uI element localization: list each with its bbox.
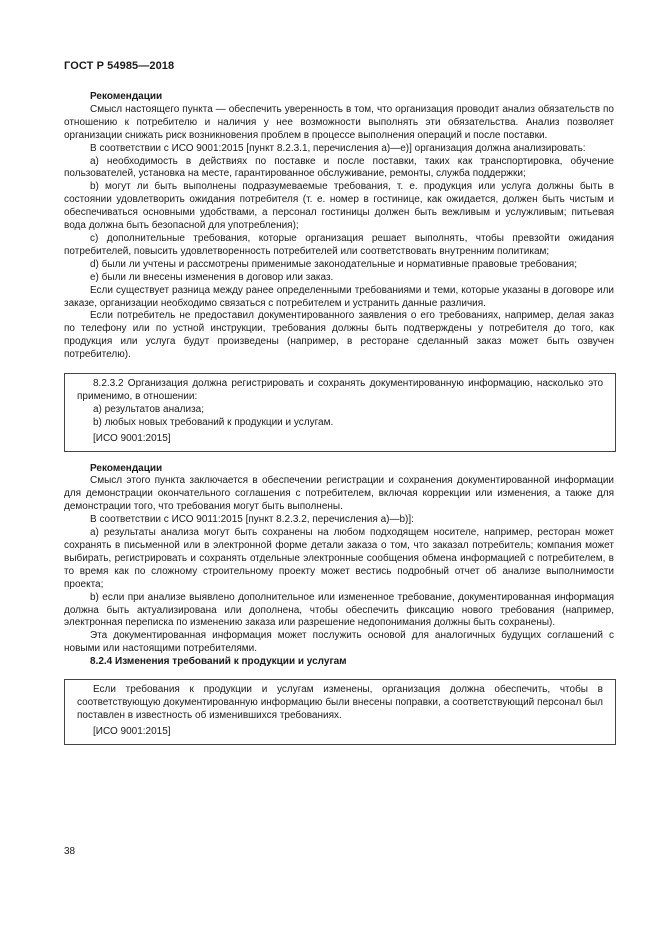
paragraph: В соответствии с ИСО 9001:2015 [пункт 8.2.3.1, перечисления а)—е)] организация должна анализировать: [90,142,586,154]
paragraph: Смысл настоящего пункта — обеспечить уверенность в том, что организация проводит анализ обязательств по отношению к потребителю и наличия у нее возможности выполнять эти обязательства. Анализ позволяет организации снижать риск возникновения проблем в процессе выполнения операций и после поставки. [64,103,614,141]
document-header: ГОСТ Р 54985—2018 [64,60,175,72]
quote-list-item: a) результатов анализа; [93,403,205,415]
paragraph: В соответствии с ИСО 9011:2015 [пункт 8.2.3.2, перечисления а)—b)]: [90,514,414,526]
quote-source: [ИСО 9001:2015] [93,432,171,444]
list-item: a) результаты анализа могут быть сохранены на любом подходящем носителе, например, ресторан может сохранять в письменной или в электронной форме детали заказа о том, что заказал потребитель; компания может выбирать, регистрировать и сохранять отдельные электронные сообщения обмена информацией с потребителем, в то время как по сложному строительному проекту может вестись подробный отчет об анализе выполнимости проекта; [64,527,614,590]
quote-list-item: b) любых новых требований к продукции и услугам. [93,416,334,428]
section-heading: Рекомендации [90,91,163,102]
paragraph: Если потребитель не предоставил документированного заявления о его требованиях, например, делая заказ по телефону или по устной инструкции, требования должны быть подтверждены у потребителя до того, как продукция или услуга будут произведены (например, в ресторане сделанный заказ может быть озвучен потребителю). [64,310,614,361]
list-item: e) были ли внесены изменения в договор или заказ. [90,271,334,283]
quote-text: Если требования к продукции и услугам изменены, организация должна обеспечить, чтобы в соответствующую документированную информацию были внесены поправки, а соответствующий персонал был поставлен в известность об изменившихся требованиях. [77,684,603,721]
page-content [64,91,614,755]
quote-text: 8.2.3.2 Организация должна регистрировать и сохранять документированную информацию, насколько это применимо, в отношении: [77,378,603,402]
paragraph: Если существует разница между ранее определенными требованиями и теми, которые указаны в договоре или заказе, организации необходимо связаться с потребителем и устранить данные различия. [64,284,614,309]
list-item: d) были ли учтены и рассмотрены применимые законодательные и нормативные правовые требования; [90,258,577,270]
section-heading: Рекомендации [90,462,163,474]
list-item: b) могут ли быть выполнены подразумеваемые требования, т. е. продукция или услуга должны быть в состоянии удовлетворить ожидания потребителя (т. е. номер в гостинице, как ожидается, должен быть чистым и обеспечиваться основными удобствами, а персонал гостиницы должен быть вежливым и услужливым; питьевая вода должна быть безопасной для употребления); [64,181,614,232]
clause-heading: 8.2.4 Изменения требований к продукции и услугам [90,656,347,668]
quote-source: [ИСО 9001:2015] [93,725,171,737]
standard-quote-box [64,679,616,745]
list-item: b) если при анализе выявлено дополнительное или измененное требование, документированная информация должна быть актуализирована или дополнена, чтобы обеспечить фиксацию нового требования (например, электронная переписка по изменению заказа или разрешение недопонимания должны быть сохранены). [64,591,614,629]
page-number: 38 [64,846,76,857]
list-item: a) необходимость в действиях по поставке и после поставки, таких как транспортировка, обучение пользователей, установка на месте, гарантированное обслуживание, ремонты, служба поддержки; [64,155,614,180]
paragraph: Смысл этого пункта заключается в обеспечении регистрации и сохранения документированной информации для демонстрации окончательного соглашения с потребителем, включая коррекции или изменения, а также для демонстрации того, что требования могут быть выполнены. [64,475,614,513]
standard-quote-box [64,373,616,452]
paragraph: Эта документированная информация может послужить основой для аналогичных будущих соглашений с новыми или настоящими потребителями. [64,630,614,655]
list-item: c) дополнительные требования, которые организация решает выполнять, чтобы превзойти ожидания потребителей, повысить удовлетворенность потребителей или соответствовать внутренним политикам; [64,232,614,257]
